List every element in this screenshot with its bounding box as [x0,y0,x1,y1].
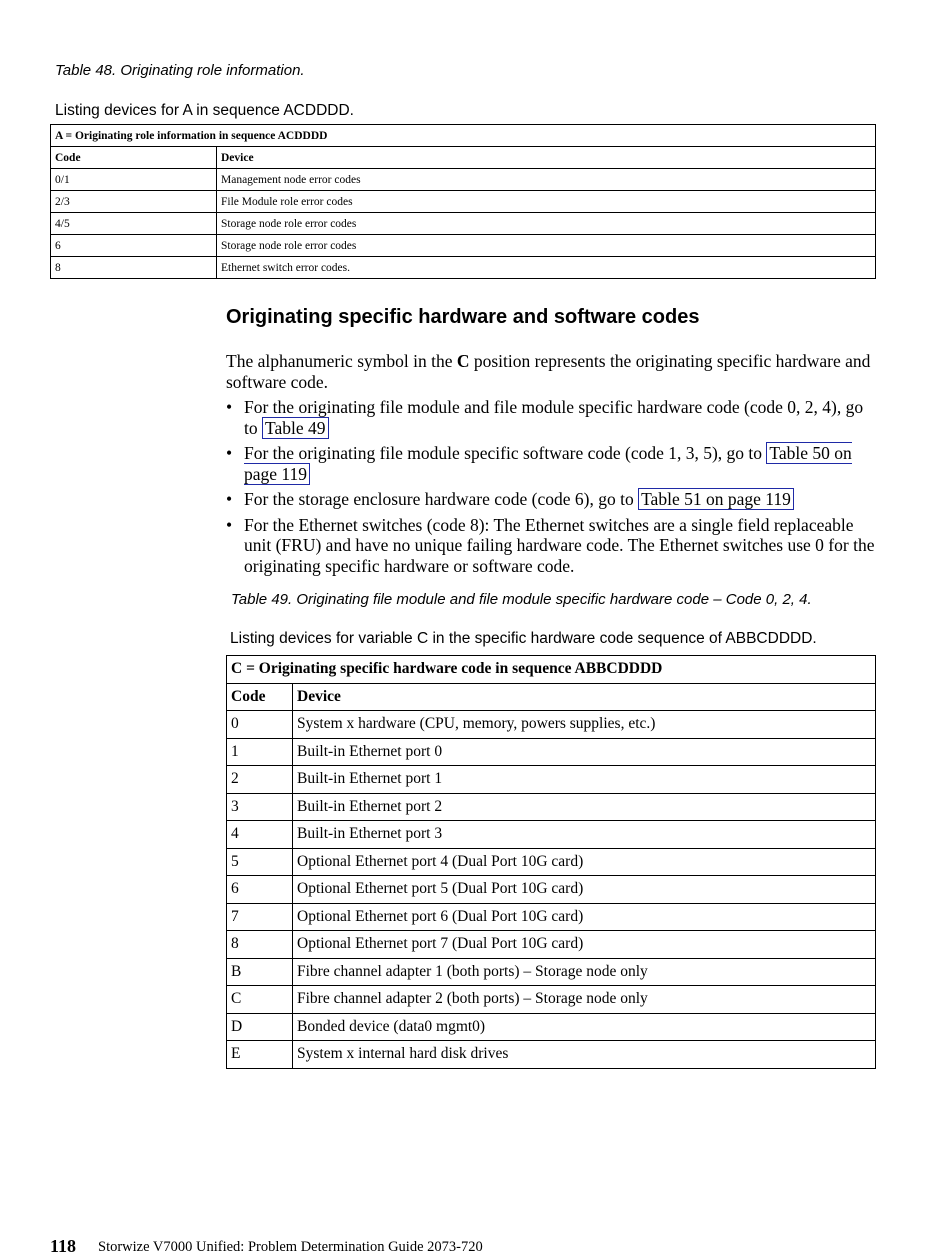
table-cell: Fibre channel adapter 2 (both ports) – Storage node only [293,986,876,1014]
table-cell: Optional Ethernet port 5 (Dual Port 10G card) [293,876,876,904]
link-table-50[interactable]: Table 50 on page 119 [244,443,852,484]
page-number: 118 [50,1236,77,1256]
table-cell: Optional Ethernet port 4 (Dual Port 10G card) [293,848,876,876]
table-cell: Bonded device (data0 mgmt0) [293,1013,876,1041]
table-header-row [227,683,876,711]
bullet-icon: • [226,514,233,535]
table-cell: 0 [227,711,293,739]
footer-title: Storwize V7000 Unified: Problem Determination Guide 2073-720 [98,1239,483,1255]
table-row [227,711,876,739]
table-cell: Optional Ethernet port 7 (Dual Port 10G card) [293,931,876,959]
column-header: Device [217,147,876,169]
list-item: • For the originating file module and file module specific hardware code (code 0, 2, 4), go to Table 49 [226,397,864,438]
table-cell: D [227,1013,293,1041]
table-cell: 6 [51,235,217,257]
list-item: • For the Ethernet switches (code 8): The Ethernet switches are a single field replaceable unit (FRU) and have no unique failing hardware code. The Ethernet switches use 0 for the originating specific hardware or software code. [226,514,875,576]
table-48-caption: Table 48. Originating role information. [55,62,305,79]
table-title: C = Originating specific hardware code in sequence ABBCDDDD [227,656,876,684]
table-cell: C [227,986,293,1014]
bullet-list [226,397,876,581]
table-cell: Built-in Ethernet port 2 [293,793,876,821]
section-heading: Originating specific hardware and software codes [226,306,700,328]
table-cell: Storage node role error codes [217,213,876,235]
table-row [227,1041,876,1069]
table-row [227,903,876,931]
table-cell: 1 [227,738,293,766]
table-48 [50,124,876,279]
bullet-icon: • [226,397,233,417]
table-cell: Optional Ethernet port 6 (Dual Port 10G card) [293,903,876,931]
table-header-row [51,147,876,169]
table-title-row [51,125,876,147]
table-cell: 6 [227,876,293,904]
table-cell: 4/5 [51,213,217,235]
table-cell: 2 [227,766,293,794]
link-table-51[interactable]: Table 51 on page 119 [638,488,794,510]
table-row [227,821,876,849]
table-title-row [227,656,876,684]
table-49-caption: Table 49. Originating file module and file module specific hardware code – Code 0, 2, 4. [231,591,812,608]
table-cell: Built-in Ethernet port 0 [293,738,876,766]
table-cell: Fibre channel adapter 1 (both ports) – Storage node only [293,958,876,986]
column-header: Code [227,683,293,711]
table-cell: Management node error codes [217,169,876,191]
table-row [51,191,876,213]
column-header: Device [293,683,876,711]
table-row [227,738,876,766]
table-row [227,1013,876,1041]
column-header: Code [51,147,217,169]
bullet-icon: • [226,443,233,463]
list-item: • For the storage enclosure hardware code (code 6), go to Table 51 on page 119 [226,489,876,510]
list-item: • For the originating file module specific software code (code 1, 3, 5), go to Table 50 on page 119 [226,443,852,484]
table-row [51,213,876,235]
table-cell: System x internal hard disk drives [293,1041,876,1069]
table-row [227,876,876,904]
table-cell: 7 [227,903,293,931]
table-row [227,766,876,794]
table-49-listing: Listing devices for variable C in the specific hardware code sequence of ABBCDDDD. [230,630,817,647]
table-cell: Storage node role error codes [217,235,876,257]
table-cell: Built-in Ethernet port 1 [293,766,876,794]
bullet-icon: • [226,489,233,509]
table-cell: 5 [227,848,293,876]
table-cell: 0/1 [51,169,217,191]
table-row [227,958,876,986]
table-cell: Ethernet switch error codes. [217,257,876,279]
table-cell: 3 [227,793,293,821]
section-intro: The alphanumeric symbol in the C position represents the originating specific hardware and software code. [226,351,871,392]
table-row [51,257,876,279]
table-cell: File Module role error codes [217,191,876,213]
table-cell: 2/3 [51,191,217,213]
table-row [227,931,876,959]
table-row [227,986,876,1014]
table-row [51,235,876,257]
table-row [51,169,876,191]
link-table-49[interactable]: Table 49 [262,417,329,439]
table-title: A = Originating role information in sequence ACDDDD [51,125,876,147]
table-48-listing: Listing devices for A in sequence ACDDDD. [55,102,354,119]
table-cell: 8 [227,931,293,959]
table-row [227,793,876,821]
table-cell: B [227,958,293,986]
table-cell: 8 [51,257,217,279]
table-cell: System x hardware (CPU, memory, powers supplies, etc.) [293,711,876,739]
table-49 [226,655,876,1069]
table-cell: E [227,1041,293,1069]
table-cell: 4 [227,821,293,849]
table-cell: Built-in Ethernet port 3 [293,821,876,849]
table-row [227,848,876,876]
